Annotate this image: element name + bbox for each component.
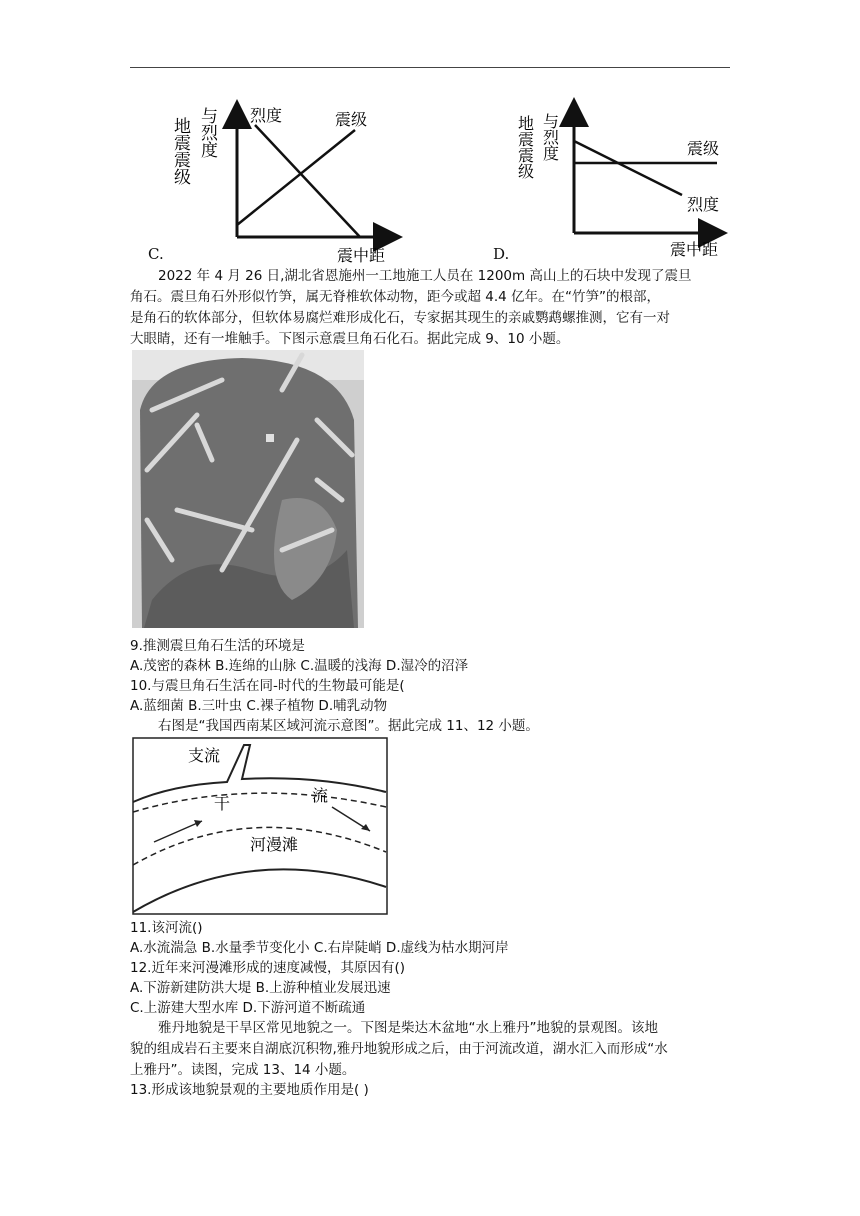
y-label-col1: 地震震级 [515,115,535,179]
tributary-label: 支流 [188,746,221,765]
header-rule [130,67,730,68]
option-c-label: C. [148,245,164,263]
passage2-line1: 雅丹地貌是干旱区常见地貌之一。下图是柴达木盆地“水上雅丹”地貌的景观图。该地 [158,1020,658,1036]
magnitude-label: 震级 [687,139,720,158]
y-label-col2: 与烈度 [197,107,217,158]
q12-options-2: C.上游建大型水库 D.下游河道不断疏通 [130,1000,366,1016]
main-left-label: 干 [214,794,231,813]
intensity-label: 烈度 [687,195,720,214]
q9-stem: 9.推测震旦角石生活的环境是 [130,638,305,654]
passage1-line1: 2022 年 4 月 26 日,湖北省恩施州一工地施工人员在 1200m 高山上的石块中发现了震旦 [158,268,692,284]
x-label: 震中距 [337,246,386,265]
magnitude-line [237,130,355,225]
option-d-label: D. [493,245,510,263]
q10-stem: 10.与震旦角石生活在同-时代的生物最可能是( [130,678,405,694]
q11-stem: 11.该河流() [130,920,203,936]
fossil-photo [132,350,364,628]
intensity-label: 烈度 [250,106,283,125]
q12-options-1: A.下游新建防洪大堤 B.上游种植业发展迅速 [130,980,391,996]
q9-options: A.茂密的森林 B.连绵的山脉 C.温暖的浅海 D.湿冷的沼泽 [130,658,469,674]
intensity-line [574,141,682,195]
passage2-line3: 上雅丹”。读图，完成 13、14 小题。 [130,1062,356,1078]
passage1-line2: 角石。震旦角石外形似竹笋，属无脊椎软体动物，距今或超 4.4 亿年。在“竹笋”的根部， [130,289,661,305]
passage2-line2: 貌的组成岩石主要来自湖底沉积物,雅丹地貌形成之后，由于河流改道，湖水汇入而形成“水 [130,1041,668,1057]
x-label: 震中距 [670,240,719,259]
q11-options: A.水流湍急 B.水量季节变化小 C.右岸陡峭 D.虚线为枯水期河岸 [130,940,509,956]
q10-options: A.蓝细菌 B.三叶虫 C.裸子植物 D.哺乳动物 [130,698,388,714]
river-map [132,737,388,915]
graph-c [170,95,415,265]
q13-stem: 13.形成该地貌景观的主要地质作用是( ) [130,1082,369,1098]
y-label-col1: 地震震级 [170,117,190,185]
passage1-line3: 是角石的软体部分，但软体易腐烂难形成化石，专家据其现生的亲戚鹦鹉螺推测，它有一对 [130,310,670,326]
magnitude-label: 震级 [335,110,368,129]
graph-d [515,95,727,265]
intensity-line [255,125,360,237]
intro-11-12: 右图是“我国西南某区域河流示意图”。据此完成 11、12 小题。 [158,718,539,734]
floodplain-label: 河漫滩 [250,835,299,854]
passage1-line4: 大眼睛，还有一堆触手。下图示意震旦角石化石。据此完成 9、10 小题。 [130,331,570,347]
y-label-col2: 与烈度 [540,113,560,161]
main-right-label: 流 [312,786,329,805]
q12-stem: 12.近年来河漫滩形成的速度减慢，其原因有() [130,960,406,976]
